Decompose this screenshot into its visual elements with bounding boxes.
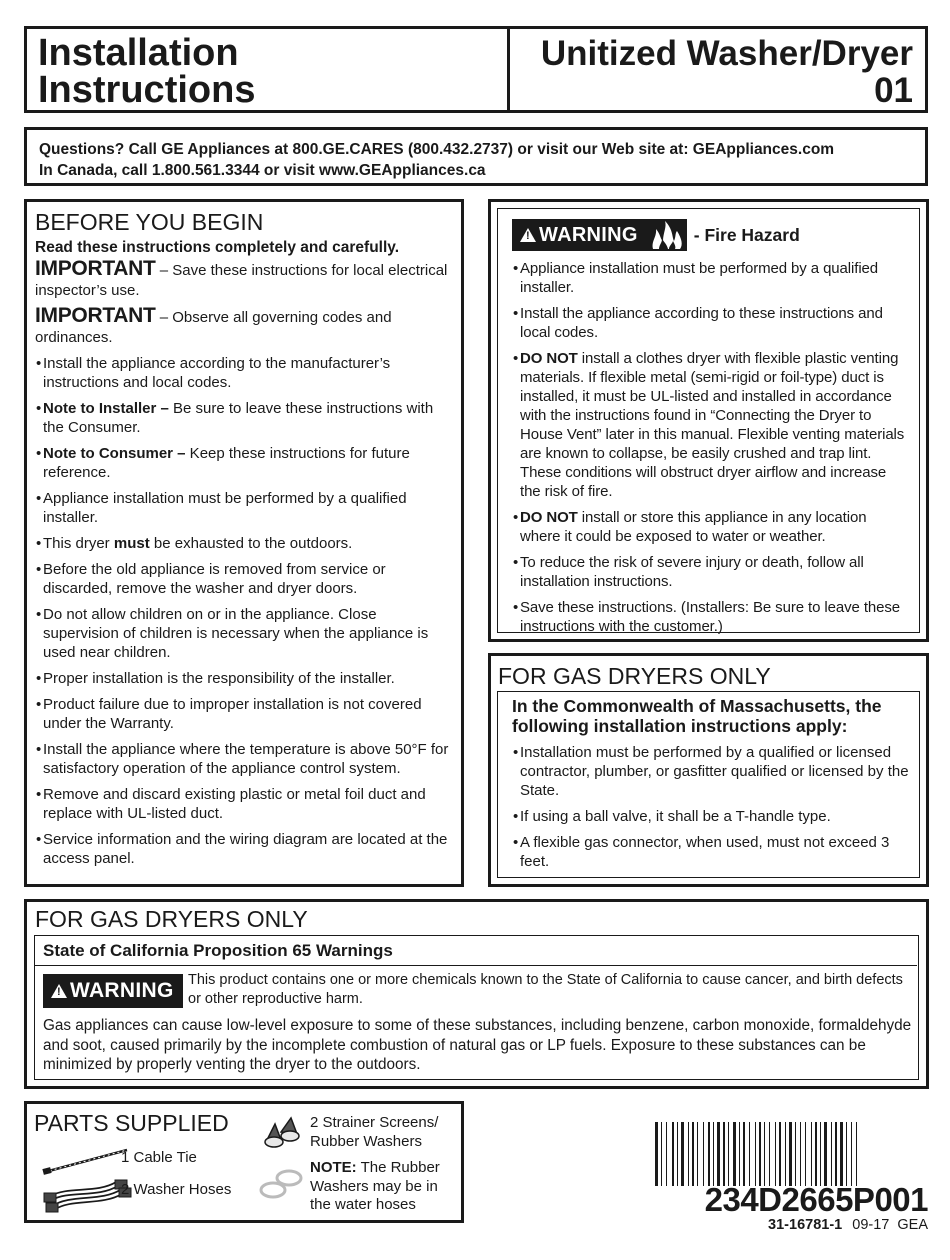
part-number: 234D2665P001	[704, 1181, 928, 1218]
list-item-text: Be sure to leave these instructions with the Consumer.	[43, 400, 434, 436]
barcode-bar	[835, 1122, 837, 1186]
header-title-box	[24, 26, 510, 113]
barcode-bar	[840, 1122, 843, 1186]
contact-line-us: Questions? Call GE Appliances at 800.GE.CARES (800.432.2737) or visit our Web site at: GEAppliances.com	[39, 141, 835, 158]
list-item-text: A flexible gas connector, when used, must not exceed 3 feet.	[520, 834, 890, 870]
warning-badge-label: WARNING	[70, 979, 174, 1002]
list-item: • Installation must be performed by a qualified or licensed contractor, plumber, or gasfitter qualified or licensed by the State.	[513, 744, 909, 799]
barcode-bar	[831, 1122, 832, 1186]
divider	[35, 965, 917, 966]
list-item-text: Appliance installation must be performed by a qualified installer.	[43, 490, 407, 526]
barcode-bar	[785, 1122, 786, 1186]
warning-badge-label: WARNING	[539, 223, 638, 246]
list-item: • Install the appliance according to the manufacturer’s instructions and local codes.	[36, 355, 391, 391]
list-item-emphasis: must	[113, 535, 150, 552]
important-label: IMPORTANT	[35, 304, 156, 327]
list-item-text: Install the appliance where the temperature is above 50°F for satisfactory operation of the appliance control system.	[43, 741, 449, 777]
important-1	[35, 259, 453, 300]
list-item-text: To reduce the risk of severe injury or death, follow all installation instructions.	[520, 554, 864, 590]
contact-box	[24, 127, 928, 186]
barcode	[655, 1122, 928, 1186]
header-product-box	[507, 26, 928, 113]
list-item: • Before the old appliance is removed from service or discarded, remove the washer and dryer doors.	[36, 561, 386, 597]
california-warnings	[34, 935, 919, 1080]
list-item-text: Install the appliance according to the manufacturer’s instructions and local codes.	[43, 355, 391, 391]
list-item: • DO NOT install or store this appliance in any location where it could be exposed to water or weather.	[513, 509, 867, 545]
header-title-line2: Instructions	[38, 69, 256, 111]
list-item: • Install the appliance where the temperature is above 50°F for satisfactory operation of the appliance control system.	[36, 741, 449, 777]
before-you-begin-section	[24, 199, 464, 887]
warning-badge	[43, 974, 183, 1008]
barcode-bar	[795, 1122, 796, 1186]
warning-triangle-icon: !	[51, 984, 67, 998]
list-item: • Service information and the wiring diagram are located at the access panel.	[36, 831, 448, 867]
list-item: • Note to Installer – Be sure to leave these instructions with the Consumer.	[36, 400, 434, 436]
list-item: • DO NOT install a clothes dryer with flexible plastic venting materials. If flexible metal (semi-rigid or foil-type) duct is installed, it must be UL-listed and installed in accordance with the instructions found in “Connecting the Dryer to House Vent” later in this manual. Flexible venting materials are known to collapse, be easily crushed and trap lint. These conditions will obstruct dryer airflow and increase the risk of fire.	[513, 350, 905, 500]
barcode-bar	[759, 1122, 761, 1186]
barcode-bar	[811, 1122, 812, 1186]
note-line-2: Washers may be in	[310, 1177, 438, 1195]
read-instructions: Read these instructions completely and carefully.	[35, 239, 400, 256]
section-heading: FOR GAS DRYERS ONLY	[35, 906, 308, 932]
barcode-bar	[666, 1122, 667, 1186]
barcode-bar	[717, 1122, 720, 1186]
doc-footer	[768, 1217, 928, 1233]
list-item: • Note to Consumer – Keep these instructions for future reference.	[36, 445, 410, 481]
list-item-text: If using a ball valve, it shall be a T-handle type.	[520, 808, 831, 825]
list-item-text: Install the appliance according to these instructions and local codes.	[520, 305, 883, 341]
list-item: • Install the appliance according to these instructions and local codes.	[513, 305, 883, 341]
list-item: • Product failure due to improper installation is not covered under the Warranty.	[36, 696, 422, 732]
fire-hazard-label: - Fire Hazard	[693, 224, 800, 245]
list-item-emphasis: DO NOT	[520, 350, 578, 367]
barcode-bar	[713, 1122, 714, 1186]
doc-number: 31-16781-1	[768, 1217, 843, 1233]
barcode-bar	[681, 1122, 684, 1186]
list-item-text: Product failure due to improper installation is not covered under the Warranty.	[43, 696, 422, 732]
barcode-bar	[815, 1122, 817, 1186]
strainer-line-2: Rubber Washers	[310, 1132, 422, 1150]
barcode-bar	[708, 1122, 710, 1186]
massachusetts-subheading: In the Commonwealth of Massachusetts, the following installation instructions apply:	[512, 696, 882, 736]
barcode-bar	[824, 1122, 827, 1186]
rubber-washer-icon	[257, 1164, 307, 1202]
fire-icon	[647, 219, 687, 251]
washer-hoses-icon	[41, 1178, 133, 1218]
barcode-bar	[672, 1122, 674, 1186]
list-item: • Do not allow children on or in the appliance. Close supervision of children is necessary when the appliance is used near children.	[36, 606, 429, 661]
section-heading: FOR GAS DRYERS ONLY	[498, 663, 771, 689]
massachusetts-instructions	[497, 691, 920, 878]
list-item-emphasis: DO NOT	[520, 509, 578, 526]
list-item: • Remove and discard existing plastic or metal foil duct and replace with UL-listed duct.	[36, 786, 426, 822]
barcode-bar	[697, 1122, 698, 1186]
barcode-bar	[820, 1122, 821, 1186]
barcode-bar	[677, 1122, 678, 1186]
list-item-text: install a clothes dryer with flexible plastic venting materials. If flexible metal (semi-rigid or foil-type) duct is installed, it must be UL-listed and installed in accordance with the instructions found in “Connecting the Dryer to House Vent” later in this manual. Flexible venting materials are known to collapse, be easily crushed and trap lint. These conditions will obstruct dryer airflow and increase the risk of fire.	[520, 350, 905, 500]
list-item: • Save these instructions. (Installers: Be sure to leave these instructions with the customer.)	[513, 599, 901, 635]
barcode-bar	[805, 1122, 806, 1186]
list-item-text: Before the old appliance is removed from service or discarded, remove the washer and dryer doors.	[43, 561, 386, 597]
header-product-name: Unitized Washer/Dryer	[540, 34, 913, 73]
washer-hoses-label: 2 Washer Hoses	[121, 1181, 232, 1198]
list-item: • Proper installation is the responsibility of the installer.	[36, 670, 395, 687]
barcode-bar	[755, 1122, 756, 1186]
list-item: • To reduce the risk of severe injury or death, follow all installation instructions.	[513, 554, 864, 590]
list-item-text: Service information and the wiring diagram are located at the access panel.	[43, 831, 448, 867]
list-item-emphasis: Note to Installer –	[43, 400, 169, 417]
california-warning-text: This product contains one or more chemicals known to the State of California to cause cancer, and birth defects or other reproductive harm.	[188, 972, 903, 1007]
list-item: • Appliance installation must be performed by a qualified installer.	[513, 260, 879, 296]
note-line-3: the water hoses	[310, 1196, 416, 1213]
barcode-bar	[789, 1122, 792, 1186]
list-item-text: install or store this appliance in any location where it could be exposed to water or weather.	[520, 509, 867, 545]
barcode-bar	[775, 1122, 776, 1186]
list-item-text: Save these instructions. (Installers: Be sure to leave these instructions with the customer.)	[520, 599, 901, 635]
doc-date: 09-17	[852, 1217, 890, 1233]
barcode-bar	[749, 1122, 750, 1186]
warning-badge	[512, 219, 647, 251]
barcode-bar	[856, 1122, 857, 1186]
list-item: • Appliance installation must be performed by a qualified installer.	[36, 490, 407, 526]
barcode-bar	[764, 1122, 765, 1186]
list-item-text: Appliance installation must be performed by a qualified installer.	[520, 260, 879, 296]
parts-supplied-section	[24, 1101, 464, 1223]
barcode-bar	[692, 1122, 694, 1186]
list-item: • If using a ball valve, it shall be a T-handle type.	[513, 808, 831, 825]
list-item-text: Remove and discard existing plastic or metal foil duct and replace with UL-listed duct.	[43, 786, 426, 822]
barcode-bar	[655, 1122, 658, 1186]
barcode-bar	[688, 1122, 689, 1186]
list-item-text: be exhausted to the outdoors.	[149, 535, 353, 552]
section-heading: PARTS SUPPLIED	[34, 1110, 229, 1136]
cable-tie-label: 1 Cable Tie	[121, 1149, 197, 1166]
header-product-model: 01	[874, 71, 913, 110]
important-2-text: – Observe all governing codes and ordinances.	[35, 309, 392, 346]
list-item-text: Do not allow children on or in the appliance. Close supervision of children is necessary when the appliance is used near children.	[43, 606, 429, 661]
fire-list	[512, 259, 909, 636]
rubber-washer-note	[310, 1159, 440, 1215]
barcode-bar	[728, 1122, 729, 1186]
barcode-bar	[851, 1122, 852, 1186]
barcode-bar	[723, 1122, 725, 1186]
barcode-bar	[846, 1122, 847, 1186]
barcode-bar	[661, 1122, 662, 1186]
barcode-bar	[769, 1122, 770, 1186]
important-label: IMPORTANT	[35, 257, 156, 280]
warning-triangle-icon: !	[520, 228, 536, 242]
barcode-bar	[800, 1122, 801, 1186]
note-line-1: The Rubber	[356, 1159, 440, 1176]
important-2	[35, 306, 453, 347]
barcode-bar	[739, 1122, 740, 1186]
barcode-bar	[703, 1122, 704, 1186]
barcode-bar	[733, 1122, 736, 1186]
list-item-text: This dryer	[43, 535, 114, 552]
note-label: NOTE:	[310, 1159, 357, 1176]
list-item-text: Proper installation is the responsibility of the installer.	[43, 670, 395, 687]
california-subheading: State of California Proposition 65 Warnings	[43, 941, 393, 960]
important-1-text: – Save these instructions for local electrical inspector’s use.	[35, 262, 448, 299]
before-list	[35, 354, 453, 868]
header-title-line1: Installation	[38, 32, 239, 74]
strainer-screen-icon	[263, 1114, 305, 1152]
contact-line-canada: In Canada, call 1.800.561.3344 or visit www.GEAppliances.ca	[39, 162, 486, 179]
barcode-bar	[743, 1122, 745, 1186]
fire-hazard-inner	[497, 208, 920, 633]
strainer-line-1: 2 Strainer Screens/	[310, 1114, 439, 1131]
strainer-screens-label	[310, 1114, 438, 1151]
massachusetts-list	[512, 743, 911, 871]
cable-tie-icon	[41, 1146, 133, 1176]
list-item-text: Installation must be performed by a qualified or licensed contractor, plumber, or gasfitter qualified or licensed by the State.	[520, 744, 909, 799]
doc-code: GEA	[897, 1217, 928, 1233]
list-item: • This dryer must be exhausted to the outdoors.	[36, 535, 353, 552]
california-body: Gas appliances can cause low-level exposure to some of these substances, including benzene, carbon monoxide, formaldehyde and soot, caused primarily by the incomplete combustion of natural gas or LP fuels. Exposure to these substances can be minimized by properly venting the dryer to the outdoors.	[43, 1017, 912, 1073]
list-item-emphasis: Note to Consumer –	[43, 445, 186, 462]
barcode-bar	[779, 1122, 781, 1186]
list-item: • A flexible gas connector, when used, must not exceed 3 feet.	[513, 834, 890, 870]
section-heading: BEFORE YOU BEGIN	[35, 209, 264, 235]
list-item-text: Keep these instructions for future reference.	[43, 445, 410, 481]
